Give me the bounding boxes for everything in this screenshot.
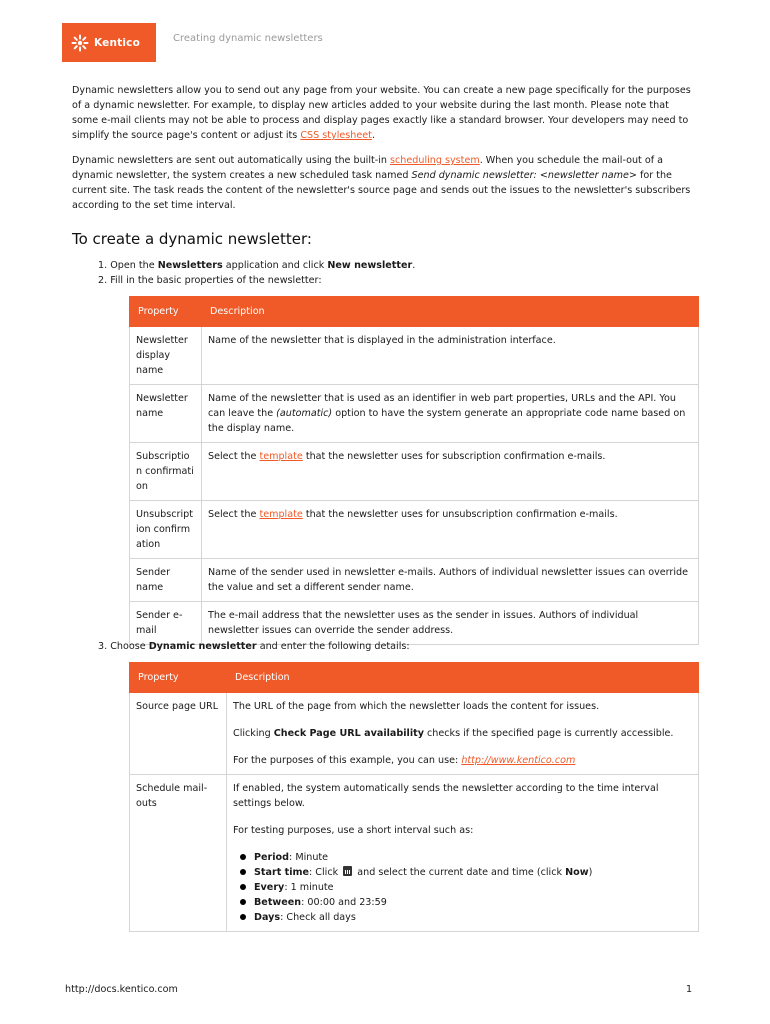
- column-header-description: Description: [227, 663, 699, 693]
- column-header-description: Description: [202, 297, 699, 327]
- logo-text: Kentico: [94, 36, 141, 49]
- table-row: [130, 385, 699, 443]
- column-header-property: Property: [130, 297, 202, 327]
- property-cell: Subscription confirmation: [130, 443, 202, 501]
- list-item: Between: 00:00 and 23:59: [233, 895, 692, 910]
- dynamic-newsletter-table: [129, 662, 699, 932]
- table-row: [130, 327, 699, 385]
- column-header-property: Property: [130, 663, 227, 693]
- description-cell: Name of the newsletter that is displayed in the administration interface.: [202, 327, 699, 385]
- table-header-row: [130, 297, 699, 327]
- list-item: Days: Check all days: [233, 910, 692, 925]
- basic-properties-table: [129, 296, 699, 645]
- property-cell: Sender name: [130, 559, 202, 602]
- property-cell: Newsletter display name: [130, 327, 202, 385]
- template-link[interactable]: template: [259, 509, 303, 520]
- interval-settings-list: [233, 850, 692, 925]
- table-row: [130, 443, 699, 501]
- template-link[interactable]: template: [259, 451, 303, 462]
- table-row: [130, 501, 699, 559]
- step-1: 1. Open the Newsletters application and click New newsletter.: [98, 260, 416, 271]
- property-cell: Schedule mail-outs: [130, 775, 227, 932]
- kentico-url-link[interactable]: http://www.kentico.com: [461, 755, 576, 766]
- table-row: [130, 559, 699, 602]
- kentico-logo[interactable]: [62, 23, 156, 62]
- property-cell: Source page URL: [130, 693, 227, 775]
- property-cell: Sender e-mail: [130, 602, 202, 645]
- description-cell: Name of the sender used in newsletter e-mails. Authors of individual newsletter issues can override the value and set a different sender name.: [202, 559, 699, 602]
- description-cell: Name of the newsletter that is used as an identifier in web part properties, URLs and the API. You can leave the (automatic) option to have the system generate an appropriate code name based on the display name.: [202, 385, 699, 443]
- description-cell: The e-mail address that the newsletter uses as the sender in issues. Authors of individual newsletter issues can override the sender address.: [202, 602, 699, 645]
- calendar-icon: [343, 866, 352, 876]
- list-item: Period: Minute: [233, 850, 692, 865]
- kentico-flower-icon: [71, 34, 89, 52]
- description-cell: Select the template that the newsletter uses for subscription confirmation e-mails.: [202, 443, 699, 501]
- footer-url[interactable]: http://docs.kentico.com: [65, 984, 178, 995]
- table-row: [130, 775, 699, 932]
- list-item: Every: 1 minute: [233, 880, 692, 895]
- page-number: 1: [686, 984, 693, 995]
- list-item: Start time: Click and select the current date and time (click Now): [233, 865, 692, 880]
- description-cell: The URL of the page from which the newsletter loads the content for issues. Clicking Check Page URL availability checks if the specified page is currently accessible. For the purposes of this example, you can use: http://www.kentico.com: [227, 693, 699, 775]
- description-cell: Select the template that the newsletter uses for unsubscription confirmation e-mails.: [202, 501, 699, 559]
- intro-paragraph-2: Dynamic newsletters are sent out automatically using the built-in scheduling system. When you schedule the mail-out of a dynamic newsletter, the system creates a new scheduled task named Send dynamic newsletter: <newsletter name> for the current site. The task reads the content of the newsletter's source page and sends out the issues to the newsletter's subscribers according to the set time interval.: [72, 155, 691, 211]
- property-cell: Newsletter name: [130, 385, 202, 443]
- scheduling-system-link[interactable]: scheduling system: [390, 155, 480, 166]
- property-cell: Unsubscription confirmation: [130, 501, 202, 559]
- table-header-row: [130, 663, 699, 693]
- section-heading: To create a dynamic newsletter:: [72, 230, 312, 248]
- page-header-title: Creating dynamic newsletters: [173, 33, 323, 44]
- css-stylesheet-link[interactable]: CSS stylesheet: [300, 130, 372, 141]
- description-cell: If enabled, the system automatically sends the newsletter according to the time interval settings below. For testing purposes, use a short interval such as: Period: Minute Start time: Click and select the current date and time (click Now) Every: 1 minute Between: 00:00 and 23:59 Days: Check all days: [227, 775, 699, 932]
- table-row: [130, 693, 699, 775]
- step-3: 3. Choose Dynamic newsletter and enter the following details:: [98, 641, 410, 652]
- intro-paragraph-1: Dynamic newsletters allow you to send out any page from your website. You can create a new page specifically for the purposes of a dynamic newsletter. For example, to display new articles added to your website during the last month. Please note that some e-mail clients may not be able to process and display pages exactly like a standard browser. Your developers may need to simplify the source page's content or adjust its CSS stylesheet.: [72, 85, 691, 141]
- step-2: 2. Fill in the basic properties of the newsletter:: [98, 275, 322, 286]
